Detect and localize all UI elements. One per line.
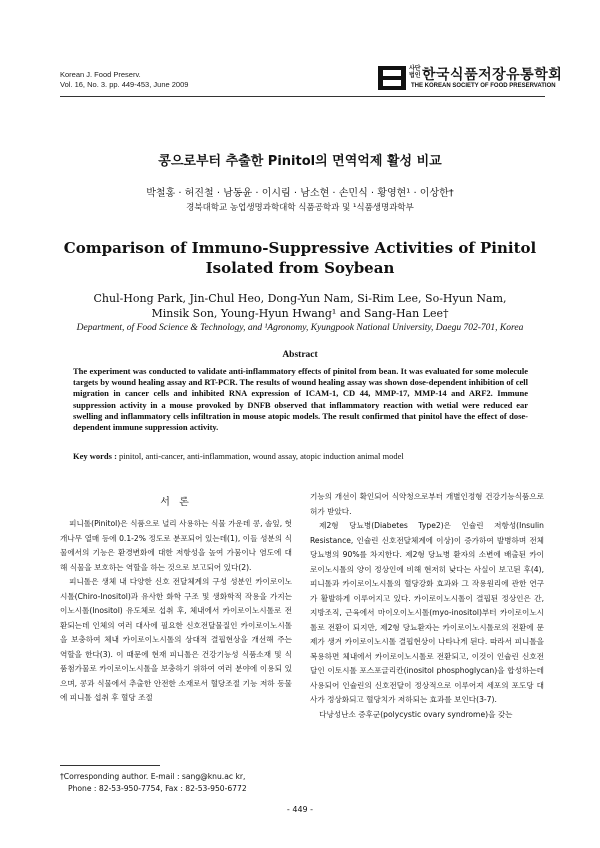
society-small-label: 사단 법인 [409, 66, 421, 79]
footnote-phone: Phone : 82-53-950-7754, Fax : 82-53-950-6772 [68, 784, 247, 793]
keywords-text: pinitol, anti-cancer, anti-inflammation, wound assay, atopic induction animal model [116, 451, 404, 461]
footnote-email: †Corresponding author. E-mail : sang@knu.ac kr, [60, 772, 246, 781]
korean-authors: 박철홍 · 허진철 · 남동윤 · 이시림 · 남소현 · 손민식 · 황영현¹ · 이상한† [146, 188, 454, 199]
journal-citation [60, 70, 188, 90]
footnote-divider [60, 765, 160, 766]
paragraph: 기능의 개선이 확인되어 식약청으로부터 개별인정형 건강기능식품으로 허가 받았다. [310, 492, 544, 516]
footnote [60, 771, 300, 795]
english-authors [50, 291, 550, 321]
paragraph: 피니톨은 생체 내 다양한 신호 전달체계의 구성 성분인 카이로이노시톨(Chiro-Inositol)과 유사한 화학 구조 및 생화학적 작용을 가지는 이노시톨(Inositol) 유도체로 섭취 후, 체내에서 카이로이노시톨로 전환되는데 인체의 여러 대사에 필요한 신호전달물질인 카이로이노시톨을 보충하여 체내 카이로이노시톨의 상대적 결핍현상을 개선해 주는 역할을 한다(3). 이 때문에 현재 피니톨은 건강기능성 식품소재 및 식품첨가물로 카이로이노시톨을 보충하기 위하여 여러 분야에 이용되 있으며, 콩과 식물에서 추출한 안전한 소재로서 혈당조절 기능 저하 동물에 피니톨 섭취 후 혈당 조절 [60, 577, 292, 702]
english-authors-line2: Minsik Son, Young-Hyun Hwang¹ and Sang-Han Lee† [151, 307, 449, 320]
korean-title: 콩으로부터 추출한 Pinitol의 면역억제 활성 비교 [158, 154, 442, 169]
society-logo [378, 66, 563, 94]
header-divider [60, 96, 545, 97]
abstract-text: The experiment was conducted to validate anti-inflammatory effects of pinitol from bean. It was evaluated for some molecule targets by wound healing assay and RT-PCR. The results of wound healing assay was shown dose-dependent inhibition of cell migration in cancer cells and inhibited RNA expression of ICAM-1, CD 44, MMP-17, MMP-14 and ARF2. Immune suppression activity in a mouse provoked by DNFB observed that inflammatory reaction with wetial were reduced ear swelling and inflammatory cells infiltration in mouse atopic models. The result confirmed that pinitol have the effect of dose-dependent immune suppression activity. [73, 366, 528, 433]
page-number: - 449 - [286, 805, 314, 814]
paragraph: 다낭성난소 증후군(polycystic ovary syndrome)을 갖는 [319, 709, 513, 719]
journal-name: Korean J. Food Preserv. [60, 70, 141, 79]
keywords-label: Key words : [73, 451, 117, 461]
english-title: Comparison of Immuno-Suppressive Activities of Pinitol Isolated from Soybean [63, 239, 537, 277]
abstract-heading: Abstract [282, 350, 318, 360]
section-heading-introduction: 서 론 [160, 497, 192, 508]
society-english-name: THE KOREAN SOCIETY OF FOOD PRESERVATION [411, 83, 556, 89]
paragraph: 제2형 당뇨병(Diabetes Type2)은 인슐린 저항성(Insulin Resistance, 인슐린 신호전달체계에 이상)이 증가하여 발병하며 전체 당뇨병의 90%를 차지한다. 제2형 당뇨병 환자의 소변에 배출된 카이로이노시톨의 양이 정상인에 비해 현저히 낮다는 사실이 보고된 후(4), 피니톨과 카이로이노시톨의 혈당강화 효과와 그 작용원리에 관한 연구가 활발하게 이루어지고 있다. 카이로이노시톨이 결핍된 정상인은 간, 지방조직, 근육에서 마이오이노시톨(myo-inositol)부터 카이로이노시톨로 전환이 되지만, 제2형 당뇨환자는 카이로이노시톨로의 전환에 문제가 생겨 카이로이노시톨 결핍현상이 나타나게 된다. 따라서 피니톨을 복용하면 체내에서 카이로이노시톨로 전환되고, 이것이 인슐린 신호전달인 이토시톨 포스포글리칸(inositol phosphoglycan)을 합성하는데 사용되어 인슐린의 신호전달이 정상적으로 이루어져 세포의 포도당 대사가 정상화되고 혈당치가 저하되는 효과를 보인다(3-7). [310, 521, 544, 704]
paragraph: 피니톨(Pinitol)은 식품으로 널리 사용하는 식물 가운데 콩, 솔잎, 헛개나무 열매 등에 0.1-2% 정도로 분포되어 있는데(1), 이들 성분의 식물에서의 기능은 환경변화에 대한 저항성을 높여 가뭄이나 염도에 대해 식물을 보호하는 역할을 하는 것으로 보고되어 있다(2). [60, 519, 292, 572]
society-emblem-icon [378, 66, 406, 90]
english-authors-line1: Chul-Hong Park, Jin-Chul Heo, Dong-Yun Nam, Si-Rim Lee, So-Hyun Nam, [93, 292, 507, 305]
english-affiliation: Department, of Food Science & Technology, and ¹Agronomy, Kyungpook National University, Daegu 702-701, Korea [76, 323, 524, 333]
society-korean-name: 한국식품저장유통학회 [422, 67, 563, 83]
right-column [310, 490, 544, 722]
journal-volume: Vol. 16, No. 3. pp. 449-453, June 2009 [60, 80, 189, 89]
keywords [73, 451, 533, 461]
left-column [60, 517, 292, 706]
korean-affiliation: 경북대학교 농업생명과학대학 식품공학과 및 ¹식품생명과학부 [186, 203, 414, 213]
